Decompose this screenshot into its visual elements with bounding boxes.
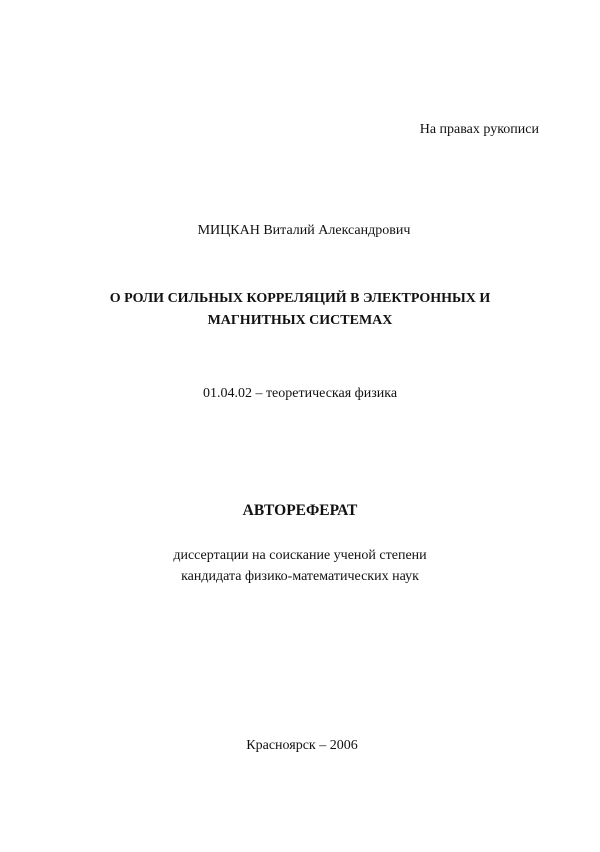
degree-line-1: диссертации на соискание ученой степени	[173, 548, 427, 563]
rights-note: На правах рукописи	[419, 122, 539, 137]
document-type-heading: АВТОРЕФЕРАТ	[242, 502, 358, 519]
author-name: МИЦКАН Виталий Александрович	[197, 223, 411, 238]
thesis-title-line-1: О РОЛИ СИЛЬНЫХ КОРРЕЛЯЦИЙ В ЭЛЕКТРОННЫХ И	[109, 291, 491, 306]
thesis-title	[0, 288, 600, 332]
degree-description	[0, 545, 600, 587]
degree-line-2: кандидата физико-математических наук	[181, 569, 419, 584]
place-and-year: Красноярск – 2006	[246, 738, 358, 753]
thesis-title-line-2: МАГНИТНЫХ СИСТЕМАХ	[207, 313, 393, 328]
specialty-code: 01.04.02 – теоретическая физика	[202, 386, 398, 401]
